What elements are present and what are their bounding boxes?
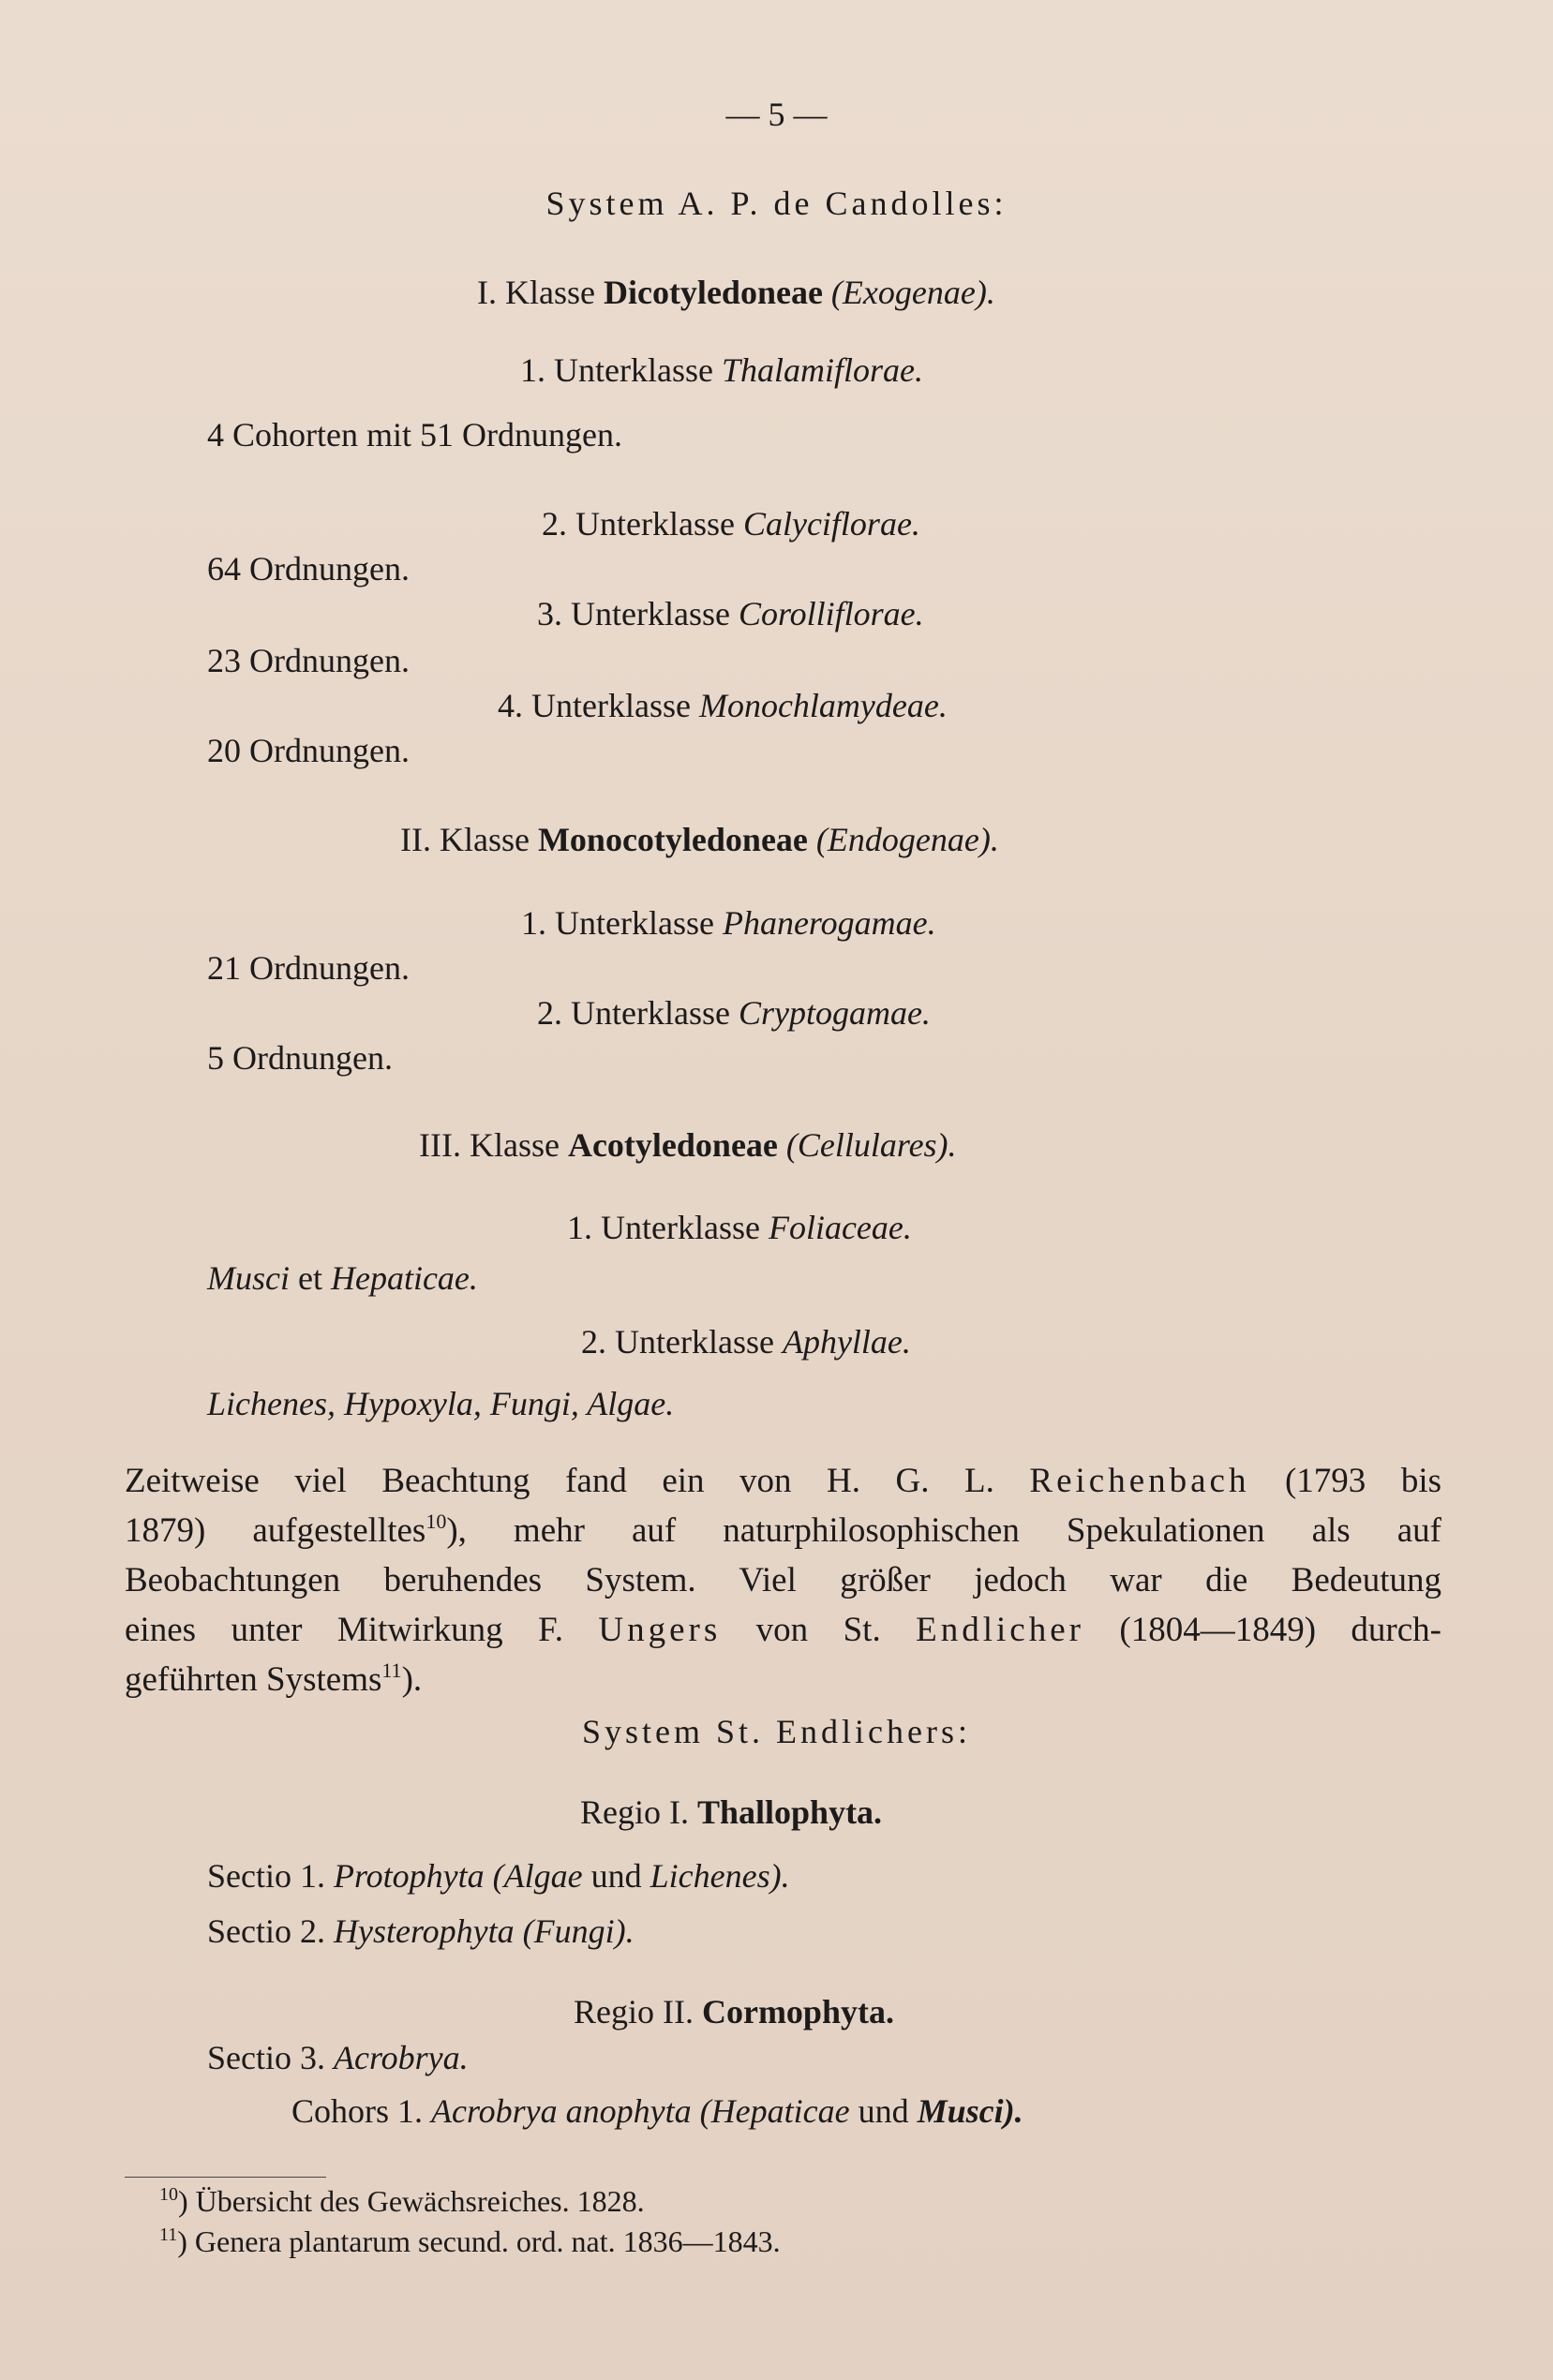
regio-1: Regio I. Thallophyta. xyxy=(580,1793,883,1831)
unterklasse-aphyllae: 2. Unterklasse Aphyllae. xyxy=(581,1323,911,1361)
name-reichenbach: Reichenbach xyxy=(1029,1462,1250,1500)
unterklasse-calyciflorae: 2. Unterklasse Calyciflorae. xyxy=(542,505,920,543)
footnote-ref-11: 11 xyxy=(381,1659,402,1682)
body-paragraph: Zeitweise viel Beachtung fand ein von H. G. L. Reichenbach (1793 bis 1879) aufgestelltes$^{10}$), mehr auf naturphilosophischen Spekulationen als auf Beobachtungen beruhendes System. Viel größer jedoch war die Bedeutung eines unter Mitwirkung F. Ungers von St. Endlicher (1804—1849) durch- geführten Systems$^{11}$). xyxy=(125,1462,1442,1699)
regio-2: Regio II. Cormophyta. xyxy=(574,1993,894,2030)
sectio-1: Sectio 1. Protophyta (Algae und Lichenes). xyxy=(207,1857,790,1895)
klasse-3: III. Klasse Acotyledoneae (Cellulares). xyxy=(419,1126,957,1164)
count-corolliflorae: 23 Ordnungen. xyxy=(207,642,410,679)
klasse-1-name: Dicotyledoneae xyxy=(603,274,823,311)
count-thalamiflorae: 4 Cohorten mit 51 Ordnungen. xyxy=(207,416,622,454)
count-calyciflorae: 64 Ordnungen. xyxy=(207,550,410,588)
unterklasse-thalamiflorae: 1. Unterklasse Thalamiflorae. xyxy=(520,351,923,389)
footnote-rule xyxy=(125,2177,326,2178)
count-cryptogamae: 5 Ordnungen. xyxy=(207,1039,393,1077)
name-ungers: Ungers xyxy=(598,1611,722,1649)
klasse-3-name: Acotyledoneae xyxy=(567,1126,778,1164)
name-endlicher: Endlicher xyxy=(916,1611,1084,1649)
unterklasse-cryptogamae: 2. Unterklasse Cryptogamae. xyxy=(537,994,931,1032)
sectio-3: Sectio 3. Acrobrya. xyxy=(207,2039,469,2076)
unterklasse-corolliflorae: 3. Unterklasse Corolliflorae. xyxy=(537,595,924,632)
footnote-ref-10: 10 xyxy=(426,1510,447,1533)
unterklasse-monochlamydeae: 4. Unterklasse Monochlamydeae. xyxy=(498,687,948,724)
footnote-10: $^{10}$) Übersicht des Gewächsreiches. 1828. xyxy=(159,2184,645,2218)
heading-candolle: System A. P. de Candolles: xyxy=(545,185,1008,222)
unterklasse-phanerogamae: 1. Unterklasse Phanerogamae. xyxy=(521,904,936,942)
page-number: — 5 — xyxy=(725,96,828,133)
members-aphyllae: Lichenes, Hypoxyla, Fungi, Algae. xyxy=(207,1385,675,1422)
count-monochlamydeae: 20 Ordnungen. xyxy=(207,732,410,769)
klasse-1: I. Klasse Dicotyledoneae (Exogenae). xyxy=(477,274,995,311)
unterklasse-foliaceae: 1. Unterklasse Foliaceae. xyxy=(567,1209,912,1246)
footnote-11: $^{11}$) Genera plantarum secund. ord. nat. 1836—1843. xyxy=(159,2224,781,2258)
count-phanerogamae: 21 Ordnungen. xyxy=(207,949,410,987)
heading-endlicher: System St. Endlichers: xyxy=(582,1713,971,1750)
klasse-2: II. Klasse Monocotyledoneae (Endogenae). xyxy=(400,821,999,858)
sectio-2: Sectio 2. Hysterophyta (Fungi). xyxy=(207,1912,635,1950)
cohors-1: Cohors 1. Acrobrya anophyta (Hepaticae und Musci). xyxy=(291,2092,1023,2130)
members-foliaceae: Musci et Hepaticae. xyxy=(207,1259,478,1297)
klasse-2-name: Monocotyledoneae xyxy=(537,821,808,858)
